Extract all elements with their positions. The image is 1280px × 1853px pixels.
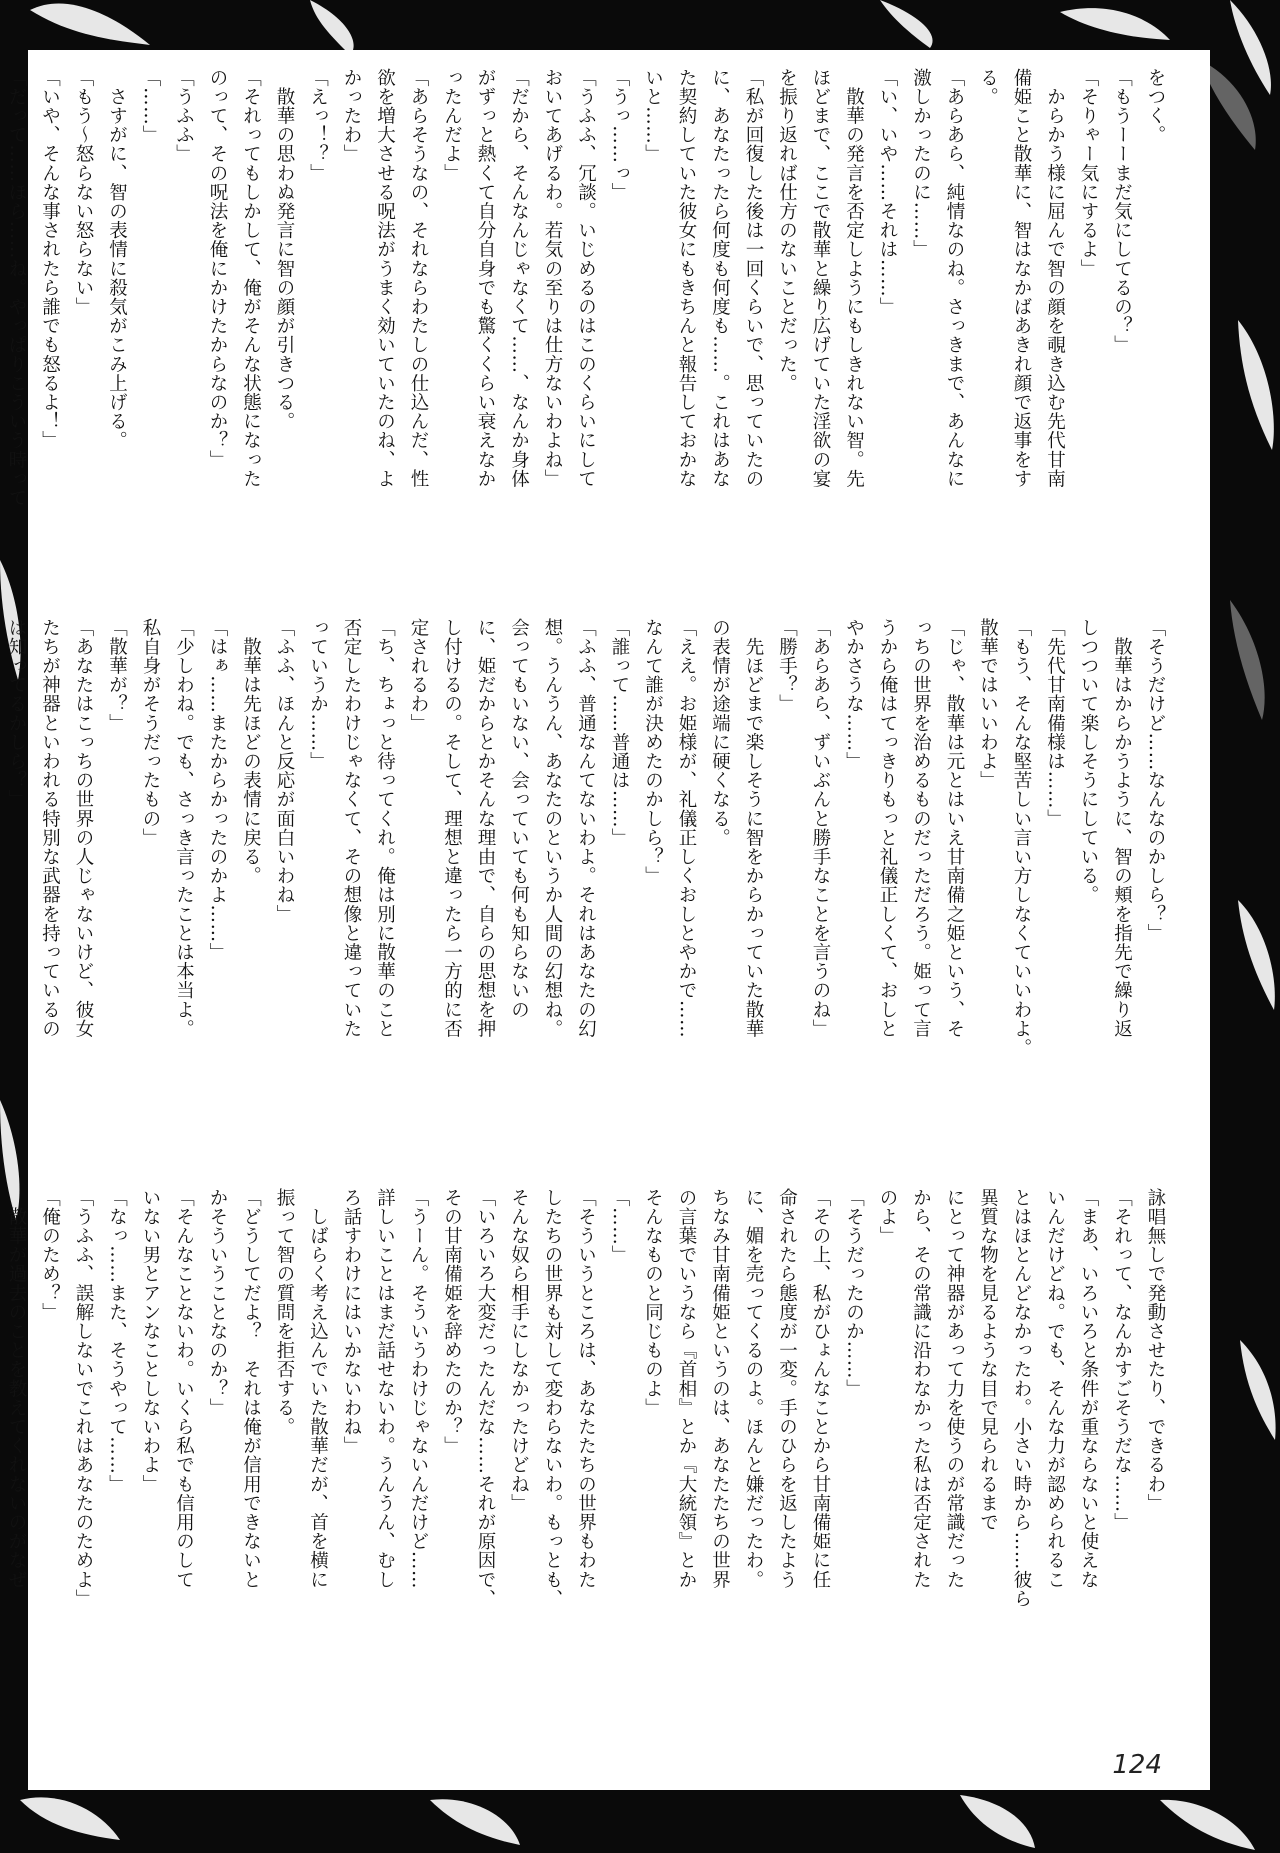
text-line: 散華はからかうように、智の頬を指先で繰り返 [1111, 618, 1133, 1039]
text-line: 「だから、そんなんじゃなくて……、なんか身体 [508, 68, 530, 489]
text-line: 「うっ……っ」 [609, 68, 630, 202]
text-line: 異質な物を見るような目で見られるまで [977, 1188, 999, 1532]
text-line: 否定したわけじゃなくて、その想像と違っていた [341, 618, 362, 1039]
text-line: 詳しいことはまだ話せないわ。うんうん、むし [374, 1188, 396, 1590]
text-line: とはほとんどなかったわ。小さい時から……彼ら [1011, 1188, 1032, 1609]
text-line: 「その上、私がひょんなことから甘南備姫に任 [810, 1188, 831, 1590]
text-line: 「俺のため？」 [39, 1188, 61, 1322]
text-line: 「そりゃー気にするよ」 [1078, 68, 1099, 279]
text-line: そんな奴ら相手にしなかったけどね」 [508, 1188, 530, 1513]
text-line: 散華が過去のことを教えてくれないのがなぜ [6, 1188, 27, 1590]
text-line: 会ってもいない、会っていても何も知らないの [508, 618, 530, 1020]
text-line: 「勝手？」 [776, 618, 798, 714]
text-line: に、あなたったら何度も何度も……。これはあな [709, 68, 731, 489]
text-line: のって、その呪法を俺にかけたからなのか？」 [207, 68, 228, 470]
text-line: 「あらあら、ずいぶんと勝手なことを言うのね」 [810, 618, 831, 1039]
text-line: からかう様に屈んで智の顔を覗き込む先代甘南 [1044, 68, 1066, 489]
text-line: にとって神器があって力を使うのが常識だった [944, 1188, 965, 1590]
text-line: 「いや、そんな事されたら誰でも怒るよ！」 [39, 68, 61, 450]
text-line: 詠唱無しで発動させたり、できるわ」 [1145, 1188, 1166, 1513]
text-line: ったんだよ」 [441, 68, 463, 183]
text-line: 「それってもしかして、俺がそんな状態になった [240, 68, 262, 489]
text-line: に、姫だからとかそんな理由で、自らの思想を押 [475, 618, 496, 1039]
text-line: 「い、いや……それは……」 [877, 68, 898, 317]
text-line: を振り返れば仕方のないことだった。 [776, 68, 798, 393]
text-line: いと……」 [642, 68, 664, 164]
text-line: さすがに、智の表情に殺気がこみ上げる。 [106, 68, 128, 450]
text-line: 「……」 [609, 1188, 630, 1265]
text-section-middle [6, 618, 1172, 1138]
text-line: いんだけどね。でも、そんな力が認められるこ [1044, 1188, 1066, 1590]
text-line: 「どうしてだよ？ それは俺が信用できないと [240, 1188, 262, 1590]
text-line: 振って智の質問を拒否する。 [274, 1188, 295, 1437]
text-line: 激しかったのに……」 [910, 68, 932, 259]
text-line: 「あらあら、純情なのね。さっきまで、あんなに [944, 68, 965, 489]
text-line: ほどまで、ここで散華と繰り広げていた淫欲の宴 [810, 68, 831, 489]
text-line: 私自身がそうだったもの」 [140, 618, 161, 848]
text-line: 「えっ！？」 [307, 68, 329, 183]
novel-page [6, 50, 1210, 1790]
text-line: ろ話すわけにはいかないわね」 [341, 1188, 362, 1456]
text-line: 「先代甘南備様は……」 [1044, 618, 1066, 829]
text-line: 「ふふ、ほんと反応が面白いわね」 [274, 618, 295, 924]
text-line: 散華の思わぬ発言に智の顔が引きつる。 [274, 68, 295, 431]
text-line: る。 [977, 68, 999, 107]
text-section-top [6, 68, 1172, 588]
text-line: 「散華が？」 [106, 618, 128, 733]
text-section-bottom [6, 1188, 1172, 1713]
text-line: おいてあげるわ。若気の至りは仕方ないわよね」 [542, 68, 563, 489]
text-line: 散華は先ほどの表情に戻る。 [240, 618, 262, 886]
text-line: その甘南備姫を辞めたのか？」 [441, 1188, 463, 1456]
text-line: っていうか……」 [307, 618, 329, 771]
text-line: から、その常識に沿わなかった私は否定された [910, 1188, 932, 1590]
text-line: したちの世界も対して変わらないわ。もっとも、 [542, 1188, 563, 1609]
text-line: 「そうだったのか……」 [843, 1188, 865, 1399]
text-line: 「だって……ほら……ね。やっぱりこういう時って [6, 68, 27, 508]
text-line: 想。うんうん、あなたのというか人間の幻想ね。 [542, 618, 563, 1039]
text-line: 「そういうところは、あなたたちの世界もわた [575, 1188, 597, 1590]
text-line: 「少しわね。でも、さっき言ったことは本当よ。 [173, 618, 195, 1039]
text-line: ちなみ甘南備姫というのは、あなたたちの世界 [709, 1188, 731, 1590]
text-line: 「それって、なんかすごそうだな……」 [1111, 1188, 1133, 1532]
text-line: 「うーん。そういうわけじゃないんだけど…… [408, 1188, 429, 1590]
text-line: っちの世界を治めるものだっただろう。姫って言 [910, 618, 932, 1039]
text-line: に、媚を売ってくるのよ。ほんと嫌だったわ。 [743, 1188, 764, 1590]
text-line: やかさうな……」 [843, 618, 865, 771]
text-line: 「あらそうなの、それならわたしの仕込んだ、性 [408, 68, 429, 489]
text-line: 「あなたはこっちの世界の人じゃないけど、彼女 [73, 618, 94, 1039]
text-line: 欲を増大させる呪法がうまく効いていたのね、よ [374, 68, 396, 489]
text-line: 「もうーーまだ気にしてるの？」 [1111, 68, 1133, 355]
text-line: 「もう、そんな堅苦しい言い方しなくていいわよ。 [1011, 618, 1032, 1058]
text-line: 定されるわ」 [408, 618, 429, 733]
text-line: 「うふふ、誤解しないでこれはあなたのためよ」 [73, 1188, 94, 1609]
text-line: かそういうことなのか？」 [207, 1188, 228, 1418]
text-line: 「もう～怒らない怒らない」 [73, 68, 94, 317]
text-line: 備姫こと散華に、智はなかばあきれ顔で返事をす [1011, 68, 1032, 489]
text-line: は知ってるかしら？」 [6, 618, 27, 809]
page-number: 124 [1112, 1750, 1162, 1780]
text-line: 先ほどまで楽しそうに智をからかっていた散華 [743, 618, 764, 1039]
text-line: 散華ではいいわよ」 [977, 618, 999, 790]
text-line: 「……」 [140, 68, 161, 145]
text-line: の表情が途端に硬くなる。 [709, 618, 731, 848]
text-line: 「うふふ」 [173, 68, 195, 164]
text-line: 「ええ。お姫様が、礼儀正しくおしとやかで…… [676, 618, 697, 1039]
text-line: がずっと熱くて自分自身でも驚くくらい衰えなか [475, 68, 496, 489]
text-line: 散華の発言を否定しようにもしきれない智。先 [843, 68, 865, 489]
text-line: そんなものと同じものよ」 [642, 1188, 664, 1418]
text-line: 「私が回復した後は一回くらいで、思っていたの [743, 68, 764, 489]
text-line: 「なっ……また、そうやって……」 [106, 1188, 128, 1494]
text-line: し付けるの。そして、理想と違ったら一方的に否 [441, 618, 463, 1039]
text-line: 「そんなことないわ。いくら私でも信用のして [173, 1188, 195, 1590]
text-line: の言葉でいうなら『首相』とか『大統領』とか [676, 1188, 697, 1590]
text-line: 「じゃ、散華は元とはいえ甘南備之姫という、そ [944, 618, 965, 1039]
text-line: いない男とアンなことしないわよ」 [140, 1188, 161, 1494]
text-line: 「いろいろ大変だったんだな……それが原因で、 [475, 1188, 496, 1609]
text-line: 「ち、ちょっと待ってくれ。俺は別に散華のこと [374, 618, 396, 1039]
text-line: 命されたら態度が一変。手のひらを返したよう [776, 1188, 798, 1590]
text-line: たちが神器といわれる特別な武器を持っているの [39, 618, 61, 1039]
text-line: 「うふふ、冗談。いじめるのはこのくらいにして [575, 68, 597, 489]
text-line: しつついて楽しそうにしている。 [1078, 618, 1099, 905]
text-line: しばらく考え込んでいた散華だが、首を横に [307, 1188, 329, 1590]
text-line: 「はぁ……またからかったのかよ……」 [207, 618, 228, 962]
text-line: をつく。 [1145, 68, 1166, 145]
text-line: た契約していた彼女にもきちんと報告しておかな [676, 68, 697, 489]
text-line: うから俺はてっきりもっと礼儀正しくて、おしと [877, 618, 898, 1039]
text-line: 「そうだけど……なんなのかしら？」 [1145, 618, 1166, 943]
text-line: なんて誰が決めたのかしら？」 [642, 618, 664, 886]
text-line: かったわ」 [341, 68, 362, 164]
text-line: 「誰って……普通は……」 [609, 618, 630, 848]
text-line: のよ」 [877, 1188, 898, 1246]
text-line: 「ふふ、普通なんてないわよ。それはあなたの幻 [575, 618, 597, 1039]
text-line: 「まあ、いろいろと条件が重ならないと使えな [1078, 1188, 1099, 1590]
